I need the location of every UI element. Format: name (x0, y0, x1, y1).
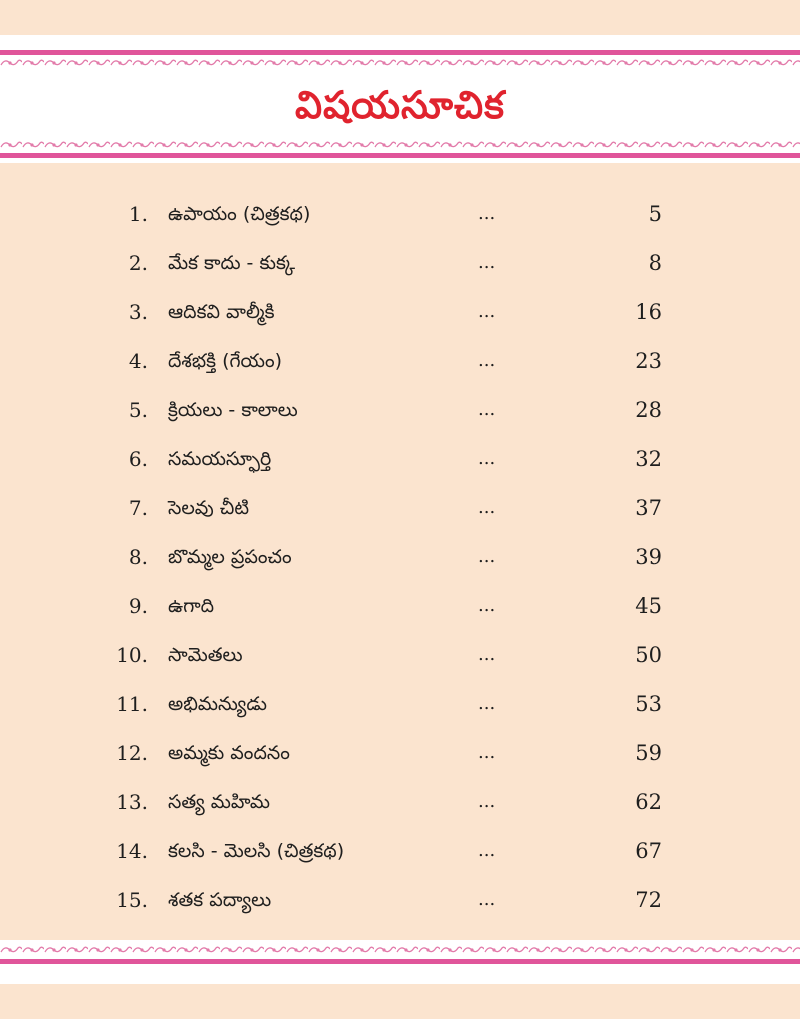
item-title: అమ్మకు వందనం (168, 742, 290, 764)
page-number: 16 (635, 300, 662, 324)
leader-dots: ... (478, 889, 496, 910)
item-number: 14. (116, 839, 148, 863)
item-title: ఉగాది (168, 595, 215, 617)
toc-item (0, 537, 800, 577)
toc-item (0, 733, 800, 773)
item-title: అభిమన్యుడు (168, 693, 267, 715)
item-number: 15. (116, 888, 148, 912)
item-number: 13. (116, 790, 148, 814)
toc-item (0, 292, 800, 332)
page-number: 62 (635, 790, 662, 814)
toc-item (0, 880, 800, 920)
top-pink-line (0, 50, 800, 55)
item-number: 6. (128, 447, 148, 471)
item-title: మేక కాదు - కుక్క (168, 252, 296, 274)
item-number: 2. (128, 251, 148, 275)
page-number: 53 (635, 692, 662, 716)
item-title: క్రియలు - కాలాలు (168, 399, 298, 421)
item-number: 10. (116, 643, 148, 667)
item-number: 3. (128, 300, 148, 324)
item-title: శతక పద్యాలు (168, 889, 272, 911)
page-number: 50 (635, 643, 662, 667)
item-number: 8. (128, 545, 148, 569)
page-number: 67 (635, 839, 662, 863)
toc-item (0, 194, 800, 234)
top-ornament-border (0, 57, 800, 69)
leader-dots: ... (478, 840, 496, 861)
page-number: 45 (635, 594, 662, 618)
footer-ornament-border (0, 944, 800, 956)
item-title: ఆదికవి వాల్మీకి (168, 301, 275, 323)
item-number: 4. (128, 349, 148, 373)
leader-dots: ... (478, 693, 496, 714)
item-title: దేశభక్తి (గేయం) (168, 350, 283, 372)
item-number: 5. (128, 398, 148, 422)
toc-item (0, 488, 800, 528)
footer-pink-line (0, 959, 800, 964)
item-title: సెలవు చీటి (168, 497, 250, 519)
item-number: 9. (128, 594, 148, 618)
page-number: 5 (648, 202, 662, 226)
item-number: 1. (128, 202, 148, 226)
page-title: విషయసూచిక (295, 83, 505, 127)
leader-dots: ... (478, 448, 496, 469)
toc-item (0, 635, 800, 675)
item-title: కలసి - మెలసి (చిత్రకథ) (168, 840, 345, 862)
leader-dots: ... (478, 252, 496, 273)
toc-item (0, 341, 800, 381)
page-number: 39 (635, 545, 662, 569)
item-title: ఉపాయం (చిత్రకథ) (168, 203, 311, 225)
leader-dots: ... (478, 497, 496, 518)
toc-item (0, 586, 800, 626)
leader-dots: ... (478, 644, 496, 665)
item-number: 12. (116, 741, 148, 765)
leader-dots: ... (478, 742, 496, 763)
toc-item (0, 390, 800, 430)
item-title: సమయస్ఫూర్తి (168, 448, 272, 470)
toc-item (0, 439, 800, 479)
leader-dots: ... (478, 791, 496, 812)
page-number: 32 (635, 447, 662, 471)
leader-dots: ... (478, 399, 496, 420)
leader-dots: ... (478, 546, 496, 567)
page-number: 8 (648, 251, 662, 275)
leader-dots: ... (478, 203, 496, 224)
leader-dots: ... (478, 350, 496, 371)
bottom-pink-line (0, 153, 800, 158)
page-number: 72 (635, 888, 662, 912)
leader-dots: ... (478, 301, 496, 322)
toc-item (0, 243, 800, 283)
item-title: బొమ్మల ప్రపంచం (168, 546, 292, 568)
toc-item (0, 782, 800, 822)
page-number: 59 (635, 741, 662, 765)
page-number: 37 (635, 496, 662, 520)
item-number: 11. (116, 692, 148, 716)
toc-item (0, 684, 800, 724)
bottom-ornament-border (0, 139, 800, 151)
leader-dots: ... (478, 595, 496, 616)
page-number: 28 (635, 398, 662, 422)
item-title: సామెతలు (168, 644, 243, 666)
item-title: సత్య మహిమ (168, 791, 271, 813)
toc-item (0, 831, 800, 871)
page-number: 23 (635, 349, 662, 373)
item-number: 7. (128, 496, 148, 520)
